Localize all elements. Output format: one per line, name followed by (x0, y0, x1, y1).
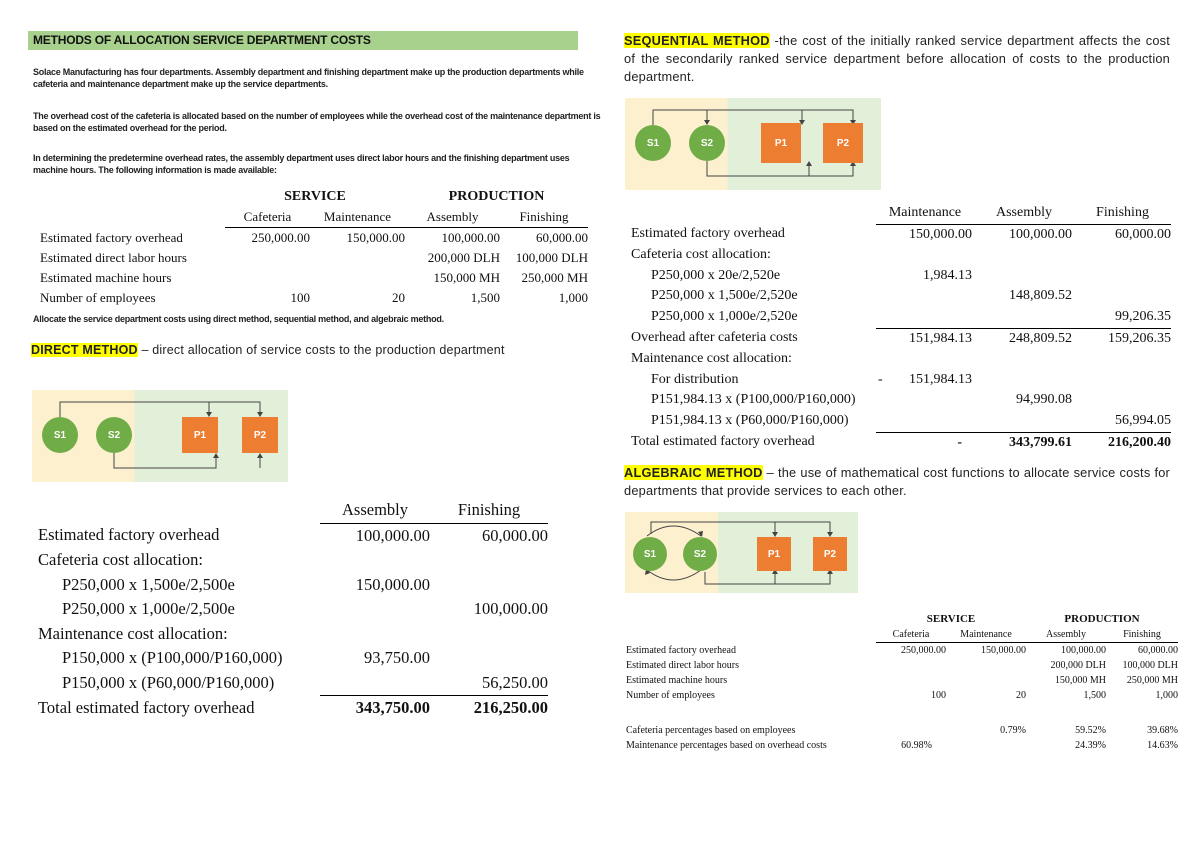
node-p2: P2 (823, 123, 863, 163)
col-header: Assembly (974, 203, 1074, 224)
col-header: Finishing (500, 207, 588, 228)
col-header: Assembly (1026, 627, 1106, 643)
algebraic-method-term: ALGEBRAIC METHOD (624, 465, 763, 480)
cell: 93,750.00 (364, 648, 430, 667)
row-label: Total estimated factory overhead (631, 434, 815, 450)
table-row (631, 411, 1171, 432)
cell: 60,000.00 (482, 525, 548, 545)
col-header: Assembly (405, 207, 500, 228)
row-label: P250,000 x 1,500e/2,520e (651, 288, 798, 304)
cell: 100,000 DLH (515, 250, 588, 265)
row-label: Maintenance percentages based on overhead costs (626, 740, 827, 751)
cell: 100,000.00 (1061, 645, 1106, 656)
table-row (626, 643, 1178, 659)
group-service-label: SERVICE (926, 613, 976, 625)
row-label: Cafeteria percentages based on employees (626, 725, 796, 736)
group-production-label: PRODUCTION (1064, 613, 1140, 625)
cell: 60.98% (901, 740, 932, 751)
cell: 150,000.00 (981, 645, 1026, 656)
table-row (38, 696, 548, 721)
cell: 20 (1016, 690, 1026, 701)
table-row (631, 349, 1171, 370)
row-label: P250,000 x 1,500e/2,500e (62, 574, 235, 594)
node-s1: S1 (633, 537, 667, 571)
row-label: P151,984.13 x (P60,000/P160,000) (651, 413, 849, 429)
cell: 151,984.13 (909, 371, 972, 387)
cell: 24.39% (1075, 740, 1106, 751)
node-s2: S2 (96, 417, 132, 453)
intro-paragraph-1: Solace Manufacturing has four departments. Assembly department and finishing department make up the production departments while cafeteria and maintenance department make up the service departments. (33, 67, 584, 89)
cell: 248,809.52 (1009, 330, 1072, 346)
cell: 159,206.35 (1108, 330, 1171, 346)
row-label: Cafeteria cost allocation: (38, 550, 203, 569)
row-label: Estimated factory overhead (38, 525, 220, 545)
cell: 1,500 (470, 290, 500, 305)
row-label: Number of employees (40, 290, 156, 305)
cell: 250,000 MH (521, 270, 588, 285)
cell: 100,000.00 (441, 230, 500, 245)
col-header: Maintenance (310, 207, 405, 228)
row-label: Estimated factory overhead (631, 226, 785, 242)
group-service-label: SERVICE (284, 189, 346, 204)
total-cell: 216,200.40 (1108, 434, 1171, 450)
algebraic-method-desc: – the use of mathematical cost functions to allocate service costs for departments that provide services to each other. (624, 465, 1170, 498)
cell: 94,990.08 (1016, 392, 1072, 408)
cell: 99,206.35 (1074, 307, 1171, 328)
table-row (40, 288, 588, 308)
node-p2: P2 (242, 417, 278, 453)
cell: 20 (392, 290, 405, 305)
table-row (631, 245, 1171, 266)
node-p1: P1 (757, 537, 791, 571)
col-header: Maintenance (876, 203, 974, 224)
table-row (40, 268, 588, 288)
cell: 150,000.00 (909, 226, 972, 242)
cell: 100,000.00 (1009, 226, 1072, 242)
node-s1: S1 (42, 417, 78, 453)
table-row (631, 307, 1171, 328)
table-row (40, 228, 588, 249)
direct-method-heading (31, 341, 531, 359)
cell: 14.63% (1147, 740, 1178, 751)
col-header: Cafeteria (876, 627, 946, 643)
minus-sign: - (878, 371, 883, 387)
row-label: Overhead after cafeteria costs (631, 330, 798, 346)
table-row (631, 266, 1171, 287)
row-label: Cafeteria cost allocation: (631, 247, 771, 263)
table-row (38, 597, 548, 622)
cell: 56,250.00 (430, 671, 548, 696)
table-row (38, 671, 548, 696)
cell: 0.79% (1000, 725, 1026, 736)
node-s2: S2 (683, 537, 717, 571)
table-row (631, 370, 1171, 391)
cell: 39.68% (1147, 725, 1178, 736)
cell: 250,000.00 (251, 230, 310, 245)
row-label: P151,984.13 x (P100,000/P160,000) (651, 392, 856, 408)
sequential-method-table (631, 203, 1171, 453)
total-cell: - (957, 434, 962, 450)
cell: 56,994.05 (1074, 411, 1171, 432)
algebraic-method-diagram (625, 512, 858, 593)
table-row (626, 738, 1178, 753)
table-row (631, 390, 1171, 411)
cell: 250,000 MH (1126, 675, 1178, 686)
cell: 1,984.13 (923, 267, 972, 283)
table-row (38, 622, 548, 647)
table-row (38, 548, 548, 573)
col-header: Assembly (320, 498, 430, 523)
table-row (626, 723, 1178, 738)
table-row (631, 286, 1171, 307)
row-label: Estimated factory overhead (626, 644, 736, 656)
cell: 1,000 (1155, 690, 1178, 701)
cell: 100,000 DLH (1122, 660, 1178, 671)
sequential-method-desc: -the cost of the initially ranked service department affects the cost of the secondarily ranked service department before allocation of costs to the production department. (624, 33, 1170, 84)
algebraic-method-heading (624, 464, 1170, 500)
row-label: P250,000 x 20e/2,520e (651, 267, 781, 283)
intro-paragraph-3: In determining the predetermine overhead rates, the assembly department uses direct labor hours and the finishing department uses machine hours. The following information is made available: (33, 153, 570, 175)
direct-method-table (38, 498, 548, 721)
cell: 1,000 (558, 290, 588, 305)
page-title: METHODS OF ALLOCATION SERVICE DEPARTMENT COSTS (28, 31, 578, 50)
direct-method-desc: – direct allocation of service costs to the production department (137, 343, 505, 357)
row-label: Estimated direct labor hours (40, 250, 187, 265)
cell: 200,000 DLH (1050, 660, 1106, 671)
node-s2: S2 (689, 125, 725, 161)
node-p1: P1 (761, 123, 801, 163)
col-header: Finishing (430, 498, 548, 523)
sequential-method-term: SEQUENTIAL METHOD (624, 33, 770, 48)
cell: 60,000.00 (1115, 226, 1171, 242)
row-label: Number of employees (626, 690, 715, 701)
cell: 100,000.00 (355, 525, 430, 545)
row-label: Total estimated factory overhead (38, 697, 255, 717)
row-label: Maintenance cost allocation: (631, 351, 792, 367)
col-header: Finishing (1106, 627, 1178, 643)
table-row (626, 688, 1178, 703)
cell: 150,000 MH (433, 270, 500, 285)
sequential-method-diagram (625, 98, 881, 190)
col-header: Finishing (1074, 203, 1171, 224)
row-label: Estimated factory overhead (40, 229, 183, 245)
cell: 148,809.52 (1009, 288, 1072, 304)
cell: 150,000.00 (355, 574, 430, 594)
cell: 100 (931, 690, 946, 701)
total-cell: 343,799.61 (1009, 434, 1072, 450)
cell: 150,000 MH (1054, 675, 1106, 686)
row-label: Estimated machine hours (626, 675, 728, 686)
cell: 151,984.13 (909, 330, 972, 346)
row-label: P250,000 x 1,000e/2,520e (651, 309, 798, 325)
table-row (626, 658, 1178, 673)
node-p2: P2 (813, 537, 847, 571)
table-row (38, 646, 548, 671)
cell: 60,000.00 (536, 230, 588, 245)
row-label: For distribution (651, 371, 739, 387)
cell: 59.52% (1075, 725, 1106, 736)
row-label: Estimated machine hours (40, 270, 172, 285)
info-table (40, 187, 588, 308)
row-label: P150,000 x (P60,000/P160,000) (62, 672, 275, 692)
cell: 150,000.00 (346, 230, 405, 245)
table-row (631, 224, 1171, 245)
cell: 250,000.00 (901, 645, 946, 656)
direct-method-term: DIRECT METHOD (31, 343, 138, 357)
total-cell: 343,750.00 (320, 696, 430, 721)
sequential-method-heading (624, 32, 1170, 86)
table-row (631, 328, 1171, 349)
direct-method-diagram (32, 390, 288, 482)
col-header: Cafeteria (225, 207, 310, 228)
cell: 1,500 (1083, 690, 1106, 701)
node-p1: P1 (182, 417, 218, 453)
cell: 200,000 DLH (427, 250, 500, 265)
table-row (631, 432, 1171, 453)
intro-paragraph-2: The overhead cost of the cafeteria is allocated based on the number of employees while the overhead cost of the maintenance department is based on the estimated overhead for the period. (33, 111, 601, 133)
row-label: P150,000 x (P100,000/P160,000) (62, 648, 283, 667)
row-label: P250,000 x 1,000e/2,500e (62, 599, 235, 618)
row-label: Estimated direct labor hours (626, 660, 740, 671)
cell: 100 (290, 290, 310, 305)
table-row (38, 573, 548, 598)
cell: 60,000.00 (1138, 645, 1178, 656)
table-row (40, 248, 588, 268)
table-row (626, 673, 1178, 688)
node-s1: S1 (635, 125, 671, 161)
col-header: Maintenance (946, 627, 1026, 643)
instruction-text: Allocate the service department costs using direct method, sequential method, and algebraic method. (33, 314, 444, 324)
algebraic-method-table (626, 612, 1178, 753)
row-label: Maintenance cost allocation: (38, 623, 228, 643)
group-production-label: PRODUCTION (448, 189, 545, 204)
table-row (38, 523, 548, 548)
total-cell: 216,250.00 (473, 698, 548, 717)
cell: 100,000.00 (473, 599, 548, 618)
